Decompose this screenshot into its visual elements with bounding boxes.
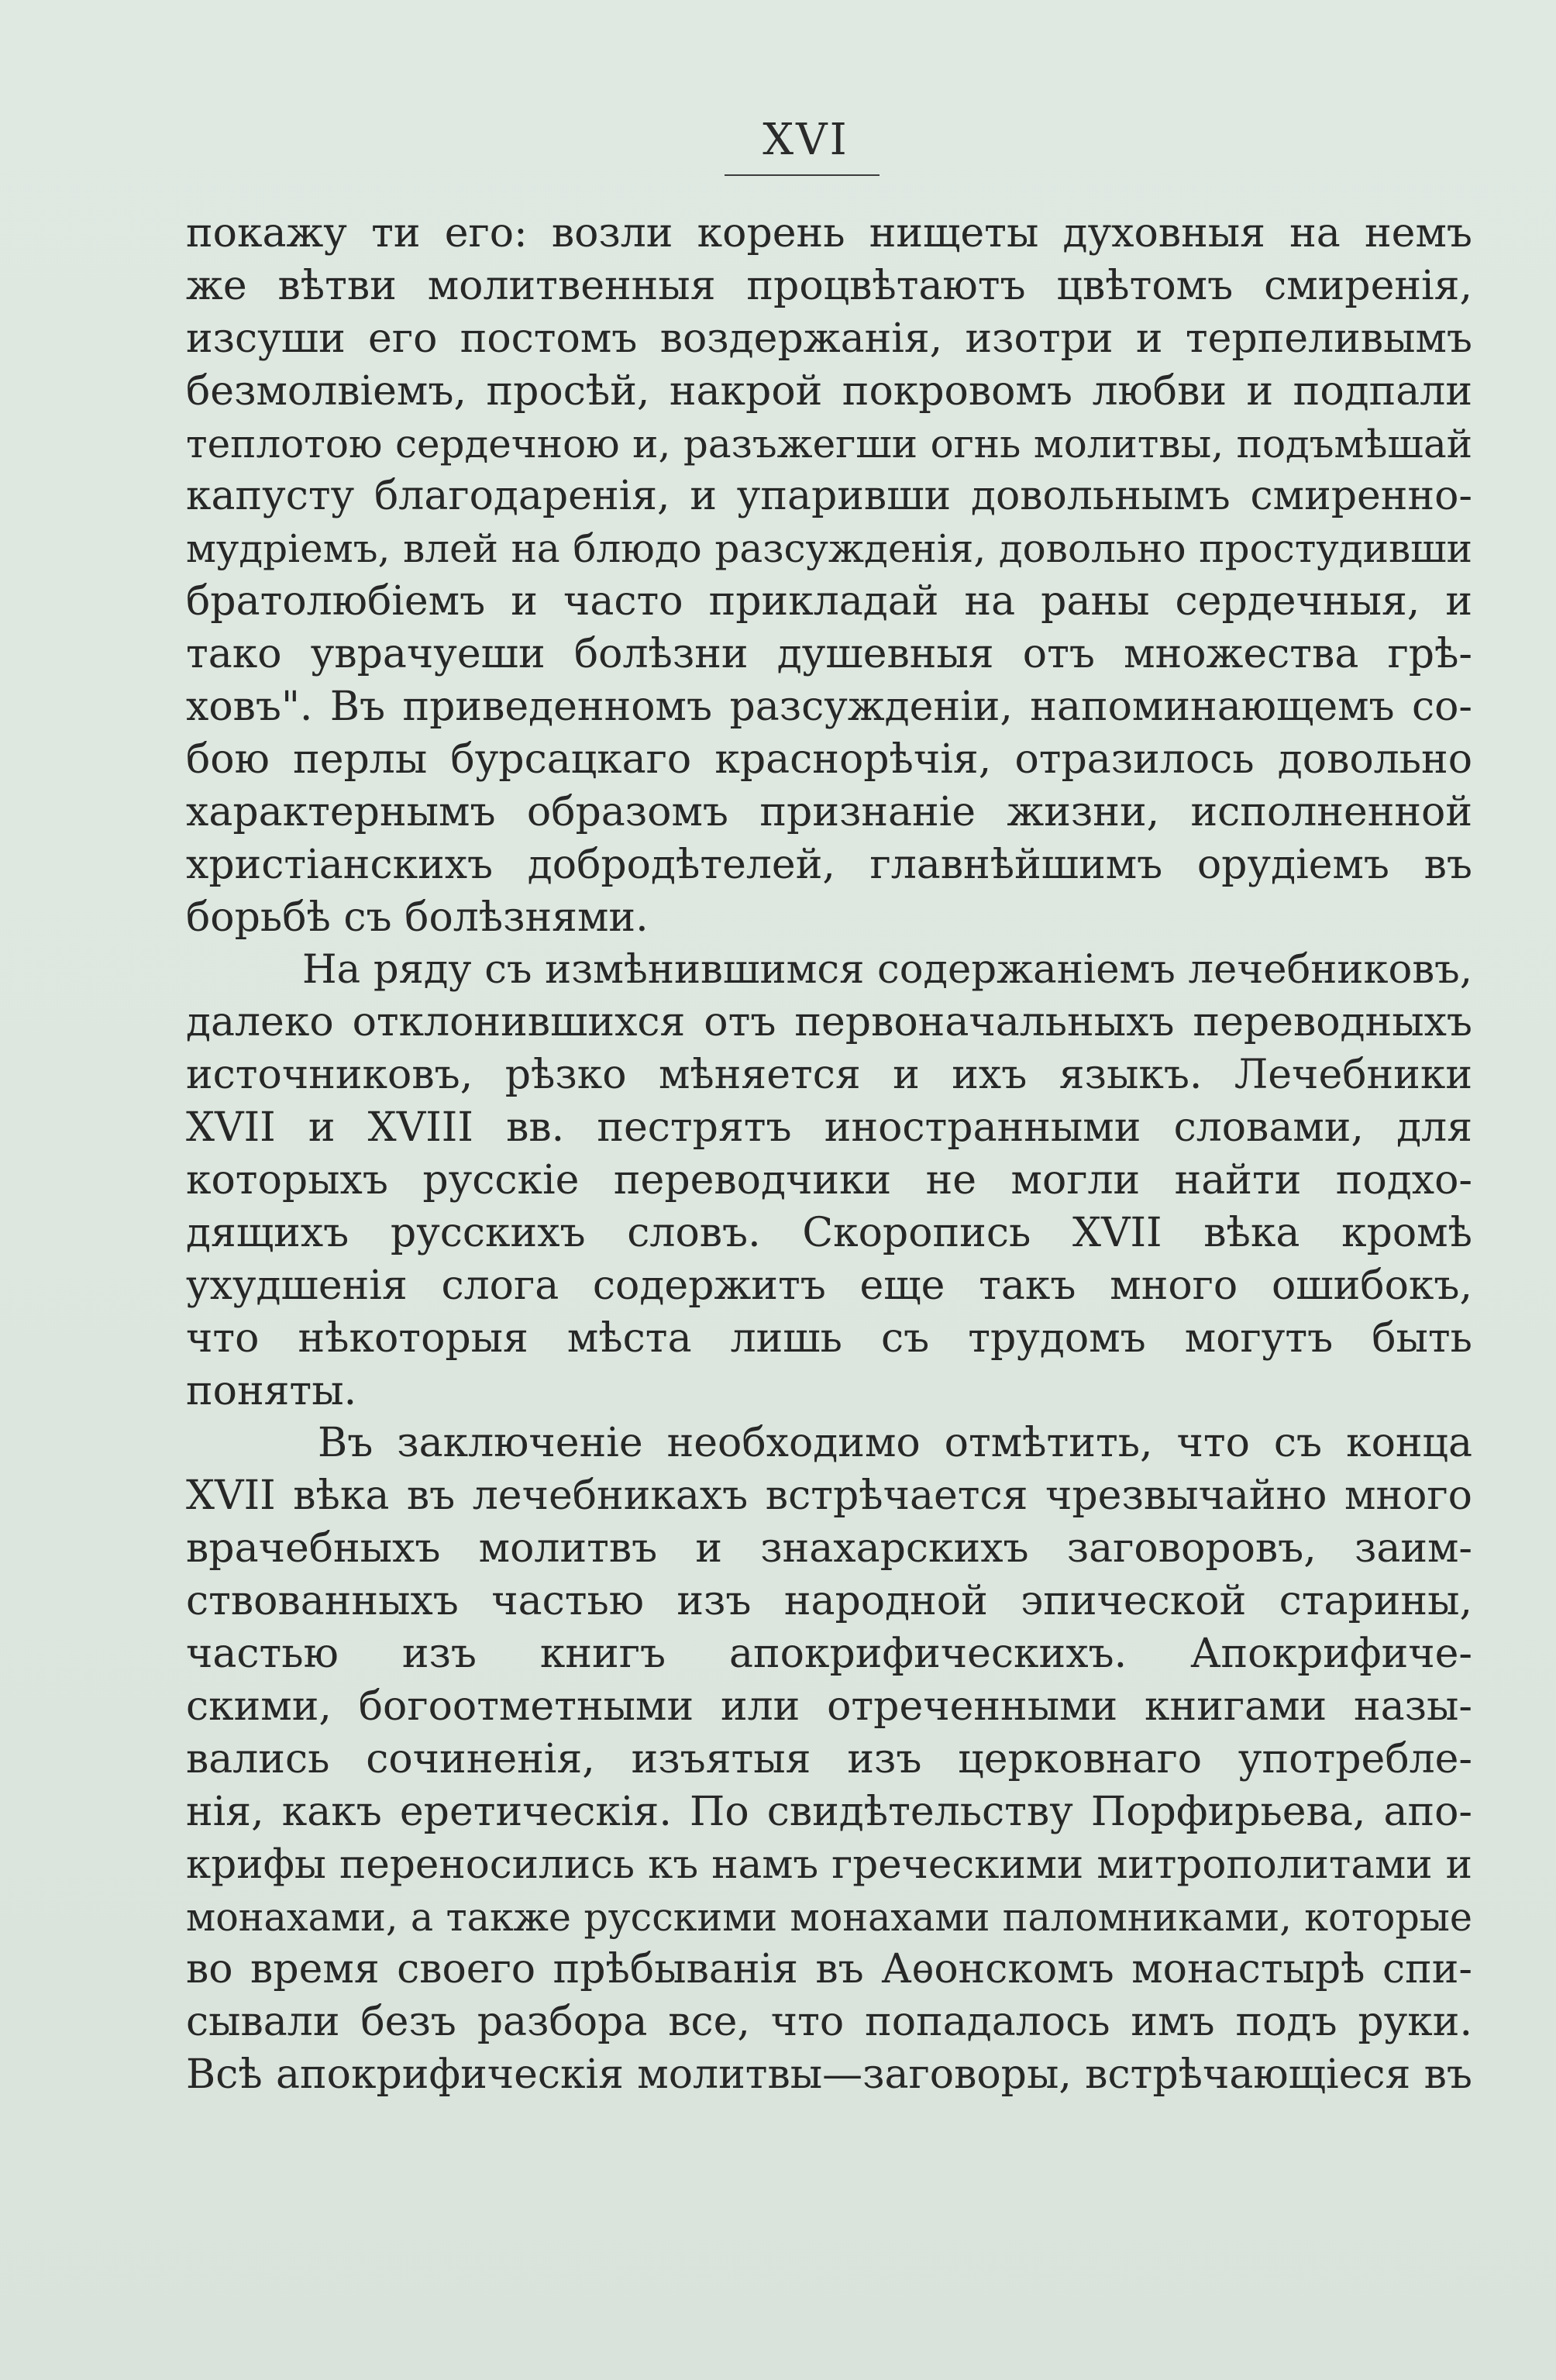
text-line: мудріемъ, влей на блюдо разсужденія, довольно простудивши [186, 526, 1472, 572]
text-line: которыхъ русскіе переводчики не могли найти подхо- [186, 1157, 1472, 1204]
text-line: бою перлы бурсацкаго краснорѣчія, отразилось довольно [186, 735, 1472, 783]
text-line: ухудшенія слога содержитъ еще такъ много ошибокъ, [186, 1262, 1472, 1309]
text-line: капусту благодаренія, и упаривши довольнымъ смиренно- [186, 473, 1472, 520]
text-line: ховъ". Въ приведенномъ разсужденіи, напоминающемъ со- [186, 684, 1472, 731]
text-line: источниковъ, рѣзко мѣняется и ихъ языкъ. Лечебники [186, 1052, 1472, 1099]
text-line: крифы переносились къ намъ греческими митрополитами и [186, 1841, 1472, 1888]
header-rule [725, 174, 880, 176]
text-line: XVII и XVIII вв. пестрятъ иностранными словами, для [186, 1104, 1472, 1152]
text-line: дящихъ русскихъ словъ. Скоропись XVII вѣка кромѣ [186, 1209, 1472, 1256]
text-line: На ряду съ измѣнившимся содержаніемъ лечебниковъ, [302, 946, 1472, 994]
text-line: врачебныхъ молитвъ и знахарскихъ заговоровъ, заим- [186, 1525, 1472, 1572]
text-line: Въ заключеніе необходимо отмѣтить, что съ конца [318, 1420, 1472, 1467]
text-line: нія, какъ еретическія. По свидѣтельству Порфирьева, апо- [186, 1788, 1472, 1835]
text-line: тако уврачуеши болѣзни душевныя отъ множества грѣ- [186, 631, 1472, 678]
text-line: поняты. [186, 1367, 357, 1414]
text-line: безмолвіемъ, просѣй, накрой покровомъ любви и подпали [186, 367, 1472, 415]
text-line: же вѣтви молитвенныя процвѣтаютъ цвѣтомъ смиренія, [186, 262, 1472, 309]
text-line: христіанскихъ добродѣтелей, главнѣйшимъ орудіемъ въ [186, 841, 1472, 888]
text-line: скими, богоотметными или отреченными книгами назы- [186, 1683, 1472, 1730]
body-text [186, 208, 1472, 2102]
text-line: изсуши его постомъ воздержанія, изотри и терпеливымъ [186, 315, 1472, 362]
text-line: характернымъ образомъ признаніе жизни, исполненной [186, 788, 1472, 835]
text-line: что нѣкоторыя мѣста лишь съ трудомъ могутъ быть [186, 1314, 1472, 1362]
text-line: далеко отклонившихся отъ первоначальныхъ переводныхъ [186, 999, 1472, 1046]
text-line: братолюбіемъ и часто прикладай на раны сердечныя, и [186, 578, 1472, 625]
text-line: частью изъ книгъ апокрифическихъ. Апокрифиче- [186, 1631, 1472, 1678]
text-line: XVII вѣка въ лечебникахъ встрѣчается чрезвычайно много [186, 1472, 1472, 1520]
text-line: теплотою сердечною и, разъжегши огнь молитвы, подъмѣшай [186, 421, 1472, 467]
text-line: ствованныхъ частью изъ народной эпической старины, [186, 1578, 1472, 1625]
text-line: сывали безъ разбора все, что попадалось имъ подъ руки. [186, 1999, 1472, 2046]
text-line: покажу ти его: возли корень нищеты духовныя на немъ [186, 210, 1472, 257]
text-line: во время своего прѣбыванія въ Аѳонскомъ монастырѣ спи- [186, 1946, 1472, 1993]
page-number-header: XVI [763, 115, 849, 165]
text-line: вались сочиненія, изъятыя изъ церковнаго употребле- [186, 1735, 1472, 1782]
text-line: Всѣ апокрифическія молитвы—заговоры, встрѣчающіеся въ [186, 2051, 1472, 2099]
text-line: монахами, а также русскими монахами паломниками, которые [186, 1894, 1472, 1940]
text-line: борьбѣ съ болѣзнями. [186, 894, 649, 941]
